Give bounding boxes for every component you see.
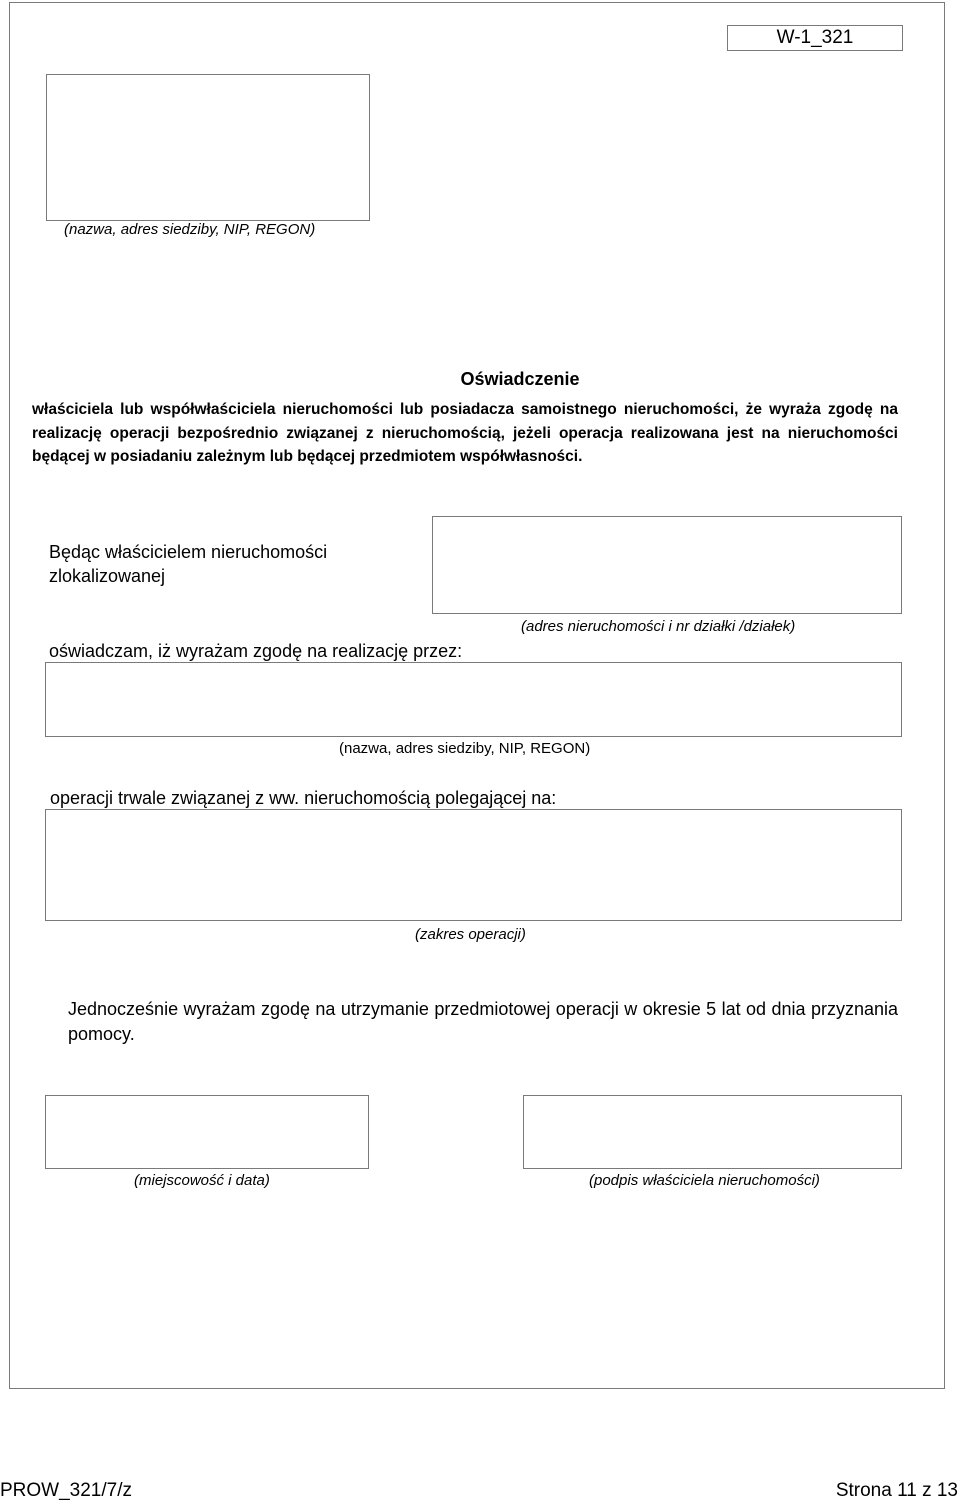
footer-page-number: Strona 11 z 13 bbox=[835, 1480, 958, 1501]
document-title: Oświadczenie bbox=[460, 369, 580, 389]
intro-text: właściciela lub współwłaściciela nieruchomości lub posiadacza samoistnego nieruchomości, że wyraża zgodę na realizację operacji bezpośrednio związanej z nieruchomością, jeżeli operacja realizowana jest na nieruchomości będącej w posiadaniu zależnym lub będącej przedmiotem współwłasności. bbox=[32, 401, 898, 465]
place-date-caption: (miejscowość i data) bbox=[134, 1172, 270, 1189]
operation-scope-field[interactable] bbox=[45, 809, 902, 921]
implementer-caption: (nazwa, adres siedziby, NIP, REGON) bbox=[339, 740, 591, 757]
scope-caption: (zakres operacji) bbox=[415, 926, 526, 943]
property-address-field[interactable] bbox=[432, 516, 902, 614]
signature-caption: (podpis właściciela nieruchomości) bbox=[589, 1172, 820, 1189]
consent-statement: oświadczam, iż wyrażam zgodę na realizację przez: bbox=[49, 641, 463, 661]
form-code: W-1_321 bbox=[727, 25, 903, 51]
closing-statement: Jednocześnie wyrażam zgodę na utrzymanie przedmiotowej operacji w okresie 5 lat od dnia przyznania pomocy. bbox=[68, 999, 898, 1044]
implementer-field[interactable] bbox=[45, 662, 902, 737]
footer-doc-id: PROW_321/7/z bbox=[0, 1480, 132, 1501]
property-caption: (adres nieruchomości i nr działki /działek) bbox=[521, 618, 796, 635]
signature-field[interactable] bbox=[523, 1095, 902, 1169]
owner-statement: Będąc właścicielem nieruchomości zlokalizowanej bbox=[49, 542, 328, 586]
applicant-field[interactable] bbox=[46, 74, 370, 221]
operation-statement: operacji trwale związanej z ww. nieruchomością polegającej na: bbox=[50, 788, 557, 808]
applicant-caption: (nazwa, adres siedziby, NIP, REGON) bbox=[64, 221, 316, 238]
place-date-field[interactable] bbox=[45, 1095, 369, 1169]
